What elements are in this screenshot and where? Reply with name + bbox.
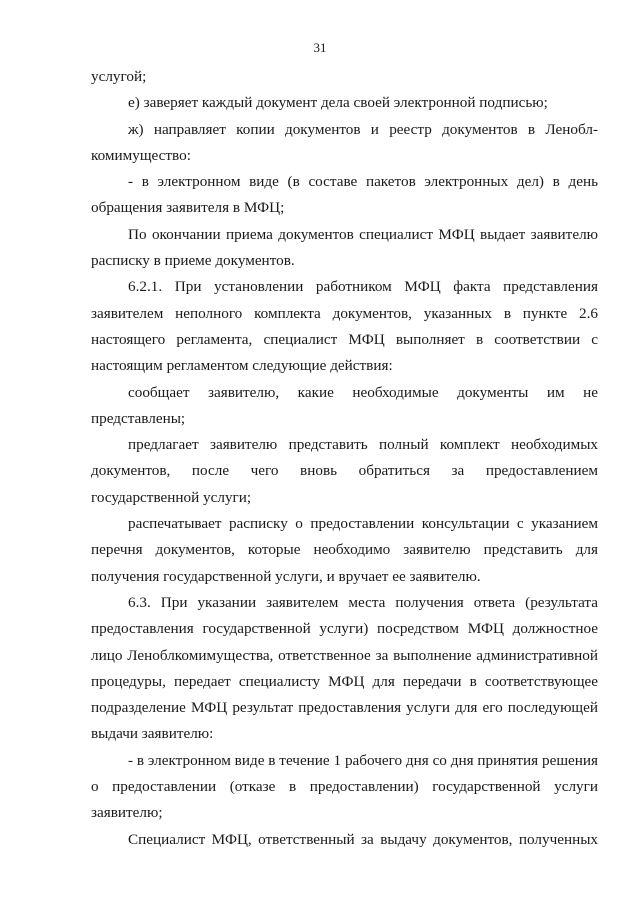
paragraph-6-2-1: 6.2.1. При установлении работником МФЦ факта представления заявителем неполного комплекта документов, указанных в пункте 2.6 настоящего регламента, специалист МФЦ выполняет в соответствии с настоящим регламентом следующие действия:: [91, 278, 598, 375]
paragraph-electronic-form: - в электронном виде (в составе пакетов электронных дел) в день обращения заявителя в МФЦ;: [91, 173, 598, 217]
paragraph-prints-receipt: распечатывает расписку о предоставлении консультации с указанием перечня документов, которые необходимо заявителю представить для получения государственной услуги, и вручает ее заявителю.: [91, 515, 598, 585]
paragraph-6-3: 6.3. При указании заявителем места получения ответа (результата предоставления государственной услуги) посредством МФЦ должностное лицо Леноблкомимущества, ответственное за выполнение административной процедуры, передает специалисту МФЦ для передачи в соответствующее подразделение МФЦ результат предоставления услуги для его последующей выдачи заявителю:: [91, 593, 598, 743]
paragraph-item-zh: ж) направляет копии документов и реестр документов в Леноблкомимущество:: [91, 120, 598, 164]
paragraph-proposes: предлагает заявителю представить полный комплект необходимых документов, после чего вновь обратиться за предоставлением государственной услуги;: [91, 436, 598, 506]
page-number: 31: [313, 40, 327, 55]
paragraph-electronic-delivery: - в электронном виде в течение 1 рабочего дня со дня принятия решения о предоставлении (отказе в предоставлении) государственной услуги заявителю;: [91, 751, 598, 822]
document-body: [91, 64, 598, 853]
paragraph-continuation: услугой;: [91, 68, 147, 85]
paragraph-item-e: е) заверяет каждый документ дела своей электронной подписью;: [128, 94, 548, 112]
paragraph-mfc-specialist: Специалист МФЦ, ответственный за выдачу документов, полученных: [128, 830, 598, 848]
paragraph-receipt: По окончании приема документов специалист МФЦ выдает заявителю расписку в приеме документов.: [91, 225, 598, 270]
paragraph-informs: сообщает заявителю, какие необходимые документы им не представлены;: [91, 383, 598, 427]
